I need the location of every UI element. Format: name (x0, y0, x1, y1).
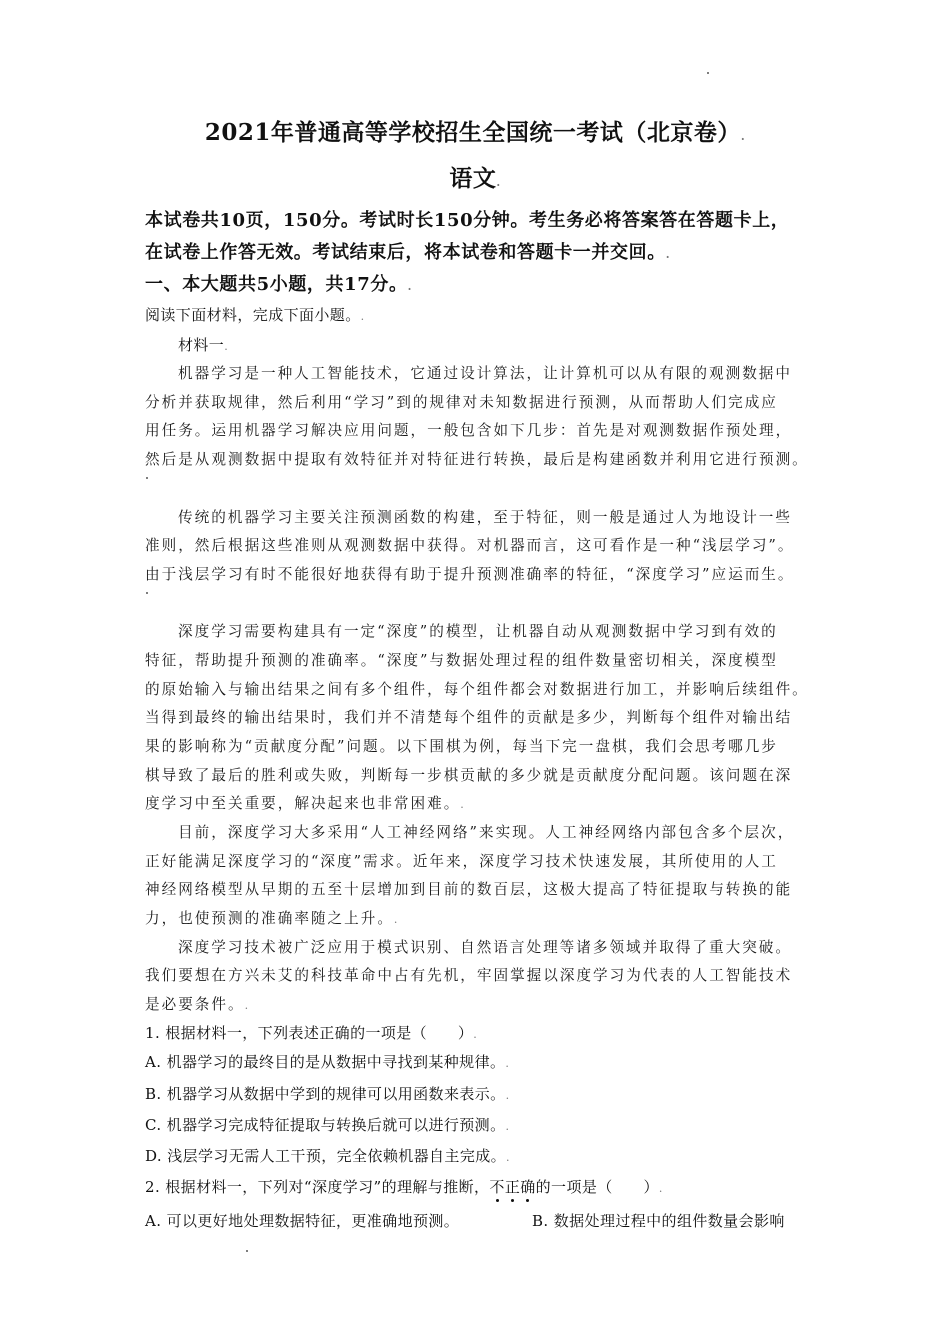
emphasis-char: 不 (489, 1176, 504, 1197)
passage-line: 棋导致了最后的胜利或失败，判断每一步棋贡献的多少就是贡献度分配问题。该问题在深 (145, 767, 793, 784)
passage-line: 的原始输入与输出结果之间有多个组件，每个组件都会对数据进行加工，并影响后续组件。 (145, 681, 809, 698)
passage-line: 深度学习技术被广泛应用于模式识别、自然语言处理等诸多领域并取得了重大突破。 (178, 939, 792, 956)
passage-line: 果的影响称为“贡献度分配”问题。以下围棋为例，每当下完一盘棋，我们会思考哪几步 (145, 738, 778, 755)
paragraph-mark (146, 592, 148, 594)
material-label: 材料一. (178, 336, 229, 354)
passage-line: 特征，帮助提升预测的准确率。“深度”与数据处理过程的组件数量密切相关，深度模型 (145, 652, 778, 669)
emphasis-char: 确 (520, 1176, 535, 1197)
question-1-option-b[interactable]: B. 机器学习从数据中学到的规律可以用函数来表示。. (145, 1085, 510, 1103)
passage-line: 当得到最终的输出结果时，我们并不清楚每个组件的贡献是多少，判断每个组件对输出结 (145, 709, 793, 726)
passage-line: 用任务。运用机器学习解决应用问题，一般包含如下几步：首先是对观测数据作预处理， (145, 422, 793, 439)
question-1-option-c[interactable]: C. 机器学习完成特征提取与转换后就可以进行预测。. (145, 1116, 510, 1134)
passage-line: 由于浅层学习有时不能很好地获得有助于提升预测准确率的特征，“深度学习”应运而生。 (145, 566, 795, 583)
question-1-option-d[interactable]: D. 浅层学习无需人工干预，完全依赖机器自主完成。. (145, 1147, 510, 1165)
exam-title: 2021年普通高等学校招生全国统一考试（北京卷）. (204, 119, 746, 146)
emphasis-char: 正 (505, 1176, 520, 1197)
scan-speck (246, 1250, 248, 1252)
passage-line: 力，也使预测的准确率随之上升。. (145, 910, 400, 927)
question-2-stem: 2. 根据材料一，下列对“深度学习”的理解与推断，不 正 确 的一项是（ ）. (145, 1176, 663, 1197)
question-1-option-a[interactable]: A. 机器学习的最终目的是从数据中寻找到某种规律。. (145, 1053, 510, 1071)
passage-line: 机器学习是一种人工智能技术，它通过设计算法，让计算机可以从有限的观测数据中 (178, 365, 792, 382)
question-2-option-a[interactable]: A. 可以更好地处理数据特征，更准确地预测。 (145, 1212, 460, 1230)
passage-line: 传统的机器学习主要关注预测函数的构建，至于特征，则一般是通过人为地设计一些 (178, 509, 792, 526)
question-1-stem: 1. 根据材料一，下列表述正确的一项是（ ）. (145, 1024, 478, 1042)
reading-prompt: 阅读下面材料，完成下面小题。. (145, 306, 365, 324)
passage-line: 我们要想在方兴未艾的科技革命中占有先机，牢固掌握以深度学习为代表的人工智能技术 (145, 967, 793, 984)
question-2-option-b[interactable]: B. 数据处理过程中的组件数量会影响 (532, 1212, 785, 1230)
scan-speck (707, 72, 709, 74)
passage-line: 深度学习需要构建具有一定“深度”的模型，让机器自动从观测数据中学习到有效的 (178, 623, 778, 640)
passage-line: 是必要条件。. (145, 996, 251, 1013)
passage-line: 分析并获取规律，然后利用“学习”到的规律对未知数据进行预测，从而帮助人们完成应 (145, 394, 778, 411)
passage-line: 然后是从观测数据中提取有效特征并对特征进行转换，最后是构建函数并利用它进行预测。 (145, 451, 809, 468)
passage-line: 准则，然后根据这些准则从观测数据中获得。对机器而言，这可看作是一种“浅层学习”。 (145, 537, 795, 554)
instructions-line-2: 在试卷上作答无效。考试结束后，将本试卷和答题卡一并交回。. (145, 242, 671, 263)
passage-line: 目前，深度学习大多采用“人工神经网络”来实现。人工神经网络内部包含多个层次， (178, 824, 795, 841)
passage-line: 神经网络模型从早期的五至十层增加到目前的数百层，这极大提高了特征提取与转换的能 (145, 881, 793, 898)
passage-line: 度学习中至关重要，解决起来也非常困难。. (145, 795, 466, 812)
paragraph-mark (146, 477, 148, 479)
passage-line: 正好能满足深度学习的“深度”需求。近年来，深度学习技术快速发展，其所使用的人工 (145, 853, 778, 870)
subject-title: 语文. (449, 165, 501, 192)
instructions-line-1: 本试卷共10页，150分。考试时长150分钟。考生务必将答案答在答题卡上， (145, 210, 790, 231)
section-heading: 一、本大题共5小题，共17分。. (145, 274, 413, 295)
